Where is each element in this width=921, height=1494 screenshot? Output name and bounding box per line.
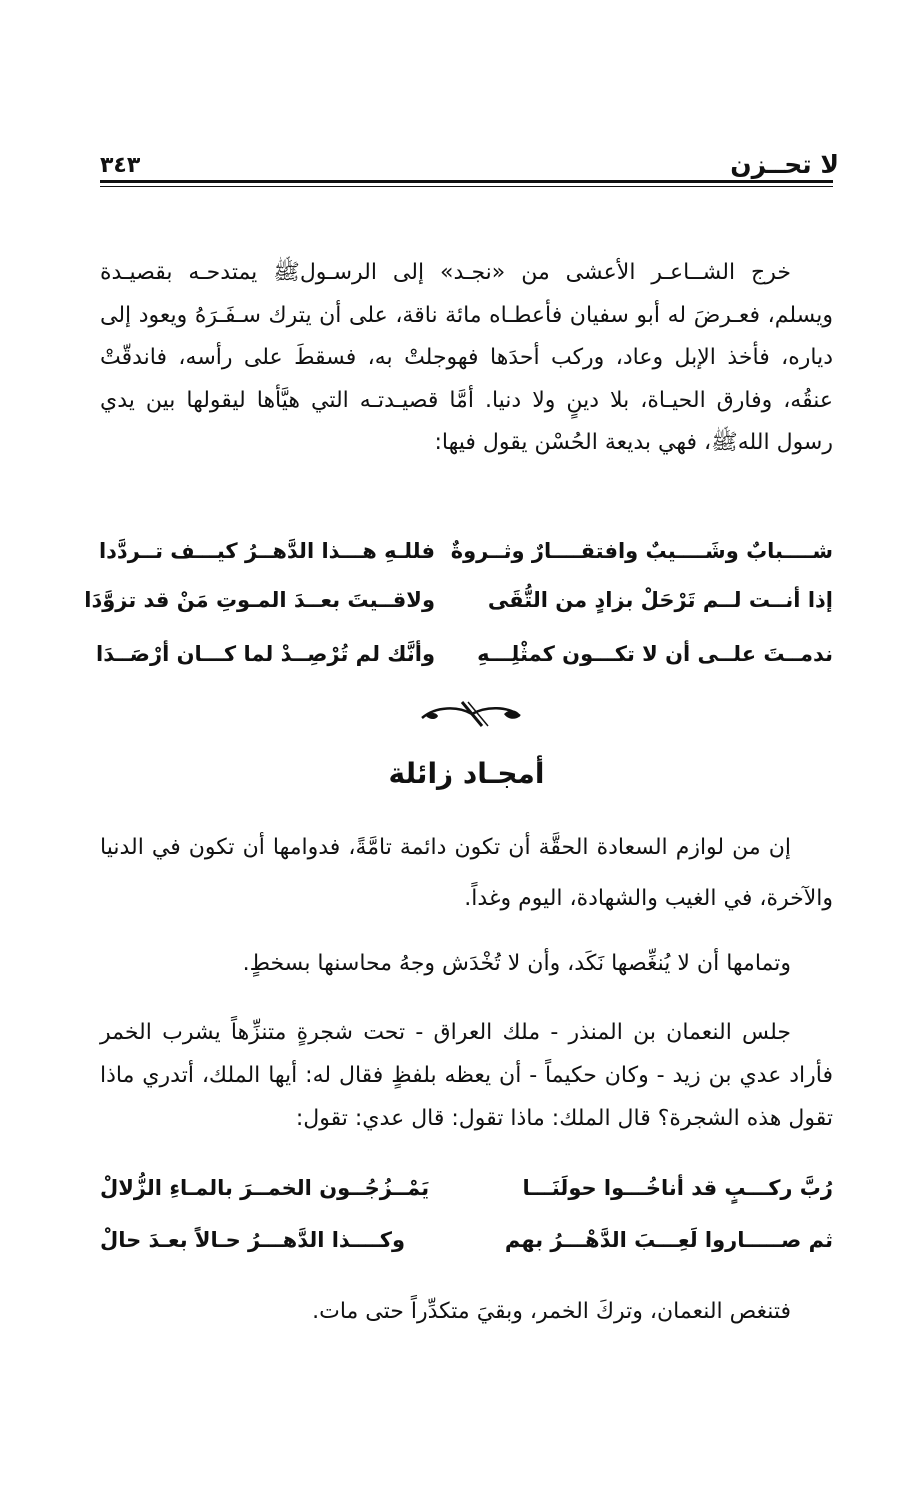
poem-2-verse-2 xyxy=(100,1220,833,1260)
paragraph-numan-story: جلس النعمان بن المنذر - ملك العراق - تحت شجرةٍ متنزِّهاً يشرب الخمر فأراد عدي بن زيد - وكان حكيماً - أن يعظه بلفظٍ فقال له: أيها الملك، أتدري ماذا تقول هذه الشجرة؟ قال الملك: ماذا تقول: قال عدي: تقول: xyxy=(100,1020,833,1131)
hemistich-second: يَمْــزُجُــون الخمــرَ بالمـاءِ الزُّلالْ xyxy=(100,1176,430,1200)
poem-2-verse-1 xyxy=(100,1168,833,1208)
page-number: ٣٤٣ xyxy=(100,153,141,178)
hemistich-first: شــــبابٌ وشَــــيبٌ وافتقــــارٌ وثــروةٌ xyxy=(450,539,833,563)
paragraph-completeness: وتمامها أن لا يُنغِّصها نَكَد، وأن لا تُخْدَش وجهُ محاسنها بسخطٍ. xyxy=(242,951,791,976)
poem-1-verse-1 xyxy=(100,531,833,571)
header-rule-thick xyxy=(100,180,833,183)
paragraph-conclusion: فتنغص النعمان، وتركَ الخمر، وبقيَ متكدِّراً حتى مات. xyxy=(312,1299,791,1324)
paragraph-al-asha: خرج الشــاعـر الأعشى من «نجـد» إلى الرسـولﷺ يمتدحـه بقصيـدة ويسلم، فعـرضَ له أبو سفيان فأعطـاه مائة ناقة، على أن يترك سـفَـرَهُ ويعود إلى دياره، فأخذ الإبل وعاد، وركب أحدَها فهوجلتْ به، فسقطَ على رأسه، فاندقّتْ عنقُه، وفارق الحيـاة، بلا دينٍ ولا دنيا. أمَّا قصيـدتـه التي هيَّأها ليقولها بين يدي رسول اللهﷺ، فهي بديعة الحُسْن يقول فيها: xyxy=(100,260,833,455)
hemistich-second: فللـهِ هـــذا الدَّهــرُ كيـــف تــردَّدا xyxy=(98,539,435,563)
header-rule-thin xyxy=(100,186,833,187)
hemistich-first: ندمــتَ علــى أن لا تكـــون كمثْلِـــهِ xyxy=(477,642,833,666)
paragraph-true-happiness: إن من لوازم السعادة الحقَّة أن تكون دائمة تامَّةً، فدوامها أن تكون في الدنيا والآخرة، في الغيب والشهادة، اليوم وغداً. xyxy=(100,835,833,911)
hemistich-second: ولاقــيتَ بعــدَ المـوتِ مَنْ قد تزوَّدَا xyxy=(84,588,435,612)
hemistich-first: رُبَّ ركـــبٍ قد أناخُـــوا حولَنَـــا xyxy=(522,1176,833,1200)
running-title: لا تحــزن xyxy=(730,150,839,179)
hemistich-first: ثم صـــــاروا لَعِـــبَ الدَّهْـــرُ بهم xyxy=(504,1228,833,1252)
poem-1-verse-3 xyxy=(96,634,833,674)
hemistich-first: إذا أنــت لــم تَرْحَلْ بزادٍ من التُّقَى xyxy=(487,588,833,612)
hemistich-second: وأنَّك لم تُرْصِــدْ لما كـــان أرْصَــدَا xyxy=(96,642,435,666)
hemistich-second: وكــــذا الدَّهـــرُ حـالاً بعـدَ حالْ xyxy=(100,1228,406,1252)
poem-1-verse-2 xyxy=(84,580,833,620)
ornamental-divider-icon xyxy=(416,692,526,732)
section-heading: أمجـاد زائلة xyxy=(388,757,545,790)
